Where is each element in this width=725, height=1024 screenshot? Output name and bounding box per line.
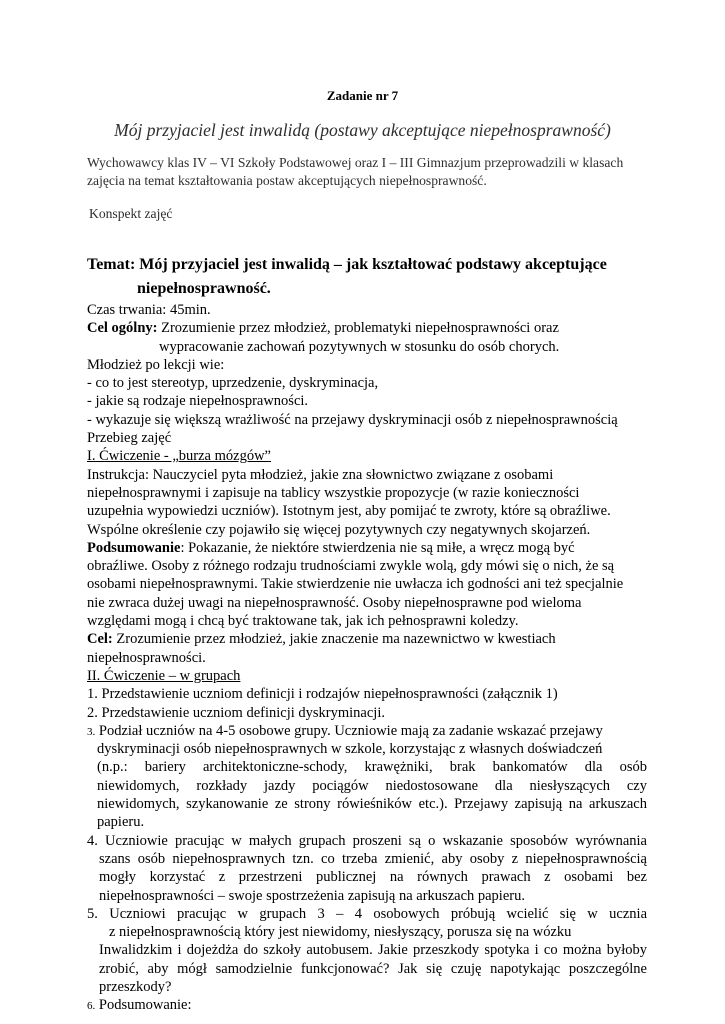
podsumowanie-label: Podsumowanie <box>87 539 181 556</box>
temat-text-1: Mój przyjaciel jest inwalidą – jak kształtować podstawy akceptujące <box>135 256 607 273</box>
podsumowanie-line: obraźliwe. Osoby z różnego rodzaju trudnościami zwykle wolą, gdy mówi się o nich, że są <box>87 558 615 575</box>
temat-label: Temat: <box>87 256 136 273</box>
podsumowanie-line: osobami niepełnosprawnymi. Takie stwierdzenie nie uwłacza ich godności ani też specjalnie <box>87 576 624 593</box>
cw1-cel-text-1: Zrozumienie przez młodzież, jakie znaczenie ma nazewnictwo w kwestiach <box>112 631 556 648</box>
cw1-cel-label: Cel: <box>87 631 113 648</box>
cw1-cel-line-1 <box>87 630 647 648</box>
intro-line-1: Wychowawcy klas IV – VI Szkoły Podstawowej oraz I – III Gimnazjum przeprowadzili w klasach <box>87 155 624 170</box>
outcome-item: - wykazuje się większą wrażliwość na przejawy dyskryminacji osób z niepełnosprawnością <box>87 411 618 428</box>
podsumowanie-line: względami mogą i chcą być traktowane tak, jak ich pełnosprawni koledzy. <box>87 613 519 630</box>
list-item-6 <box>87 996 647 1014</box>
instr-line: Instrukcja: Nauczyciel pyta młodzież, jakie zna słownictwo związane z osobami <box>87 466 554 483</box>
list-item-3-line: (n.p.: bariery architektoniczne-schody, krawężniki, brak bankomatów dla osób <box>97 759 647 776</box>
outcome-item: - jakie są rodzaje niepełnosprawności. <box>87 393 309 410</box>
temat-line-2: niepełnosprawność. <box>137 280 271 297</box>
list-item-5-line: Inwalidzkim i dojeżdża do szkoły autobusem. Jakie przeszkody spotyka i co można byłoby <box>99 942 647 959</box>
mlodziez-intro: Młodzież po lekcji wie: <box>87 356 225 373</box>
list-item-3-line: niewidomych, rozkłady jazdy pociągów niedostosowane dla niesłyszących czy <box>97 777 647 794</box>
podsumowanie-line: nie zwraca dużej uwagi na niepełnosprawność. Osoby niepełnosprawne pod wieloma <box>87 594 582 611</box>
list-item-4-line: niepełnosprawności – swoje spostrzeżenia zapisują na arkuszach papieru. <box>99 887 525 904</box>
instr-line: niepełnosprawnymi i zapisuje na tablicy wszystkie propozycje (w razie konieczności <box>87 484 580 501</box>
list-item-5-line: z niepełnosprawnością który jest niewidomy, niesłyszący, porusza się na wózku <box>109 924 572 941</box>
cel-line-2: wypracowanie zachowań pozytywnych w stosunku do osób chorych. <box>159 338 560 355</box>
list-item-6-text: Podsumowanie: <box>95 997 192 1014</box>
cel-text-1: Zrozumienie przez młodzież, problematyki niepełnosprawności oraz <box>157 320 559 337</box>
list-item-5: 5. Uczniowi pracując w grupach 3 – 4 osobowych próbują wcielić się w ucznia <box>87 905 647 922</box>
list-item-3-text: Podział uczniów na 4-5 osobowe grupy. Uczniowie mają za zadanie wskazać przejawy <box>95 722 603 739</box>
instr-line: Wspólne określenie czy pojawiło się więcej pozytywnych czy negatywnych skojarzeń. <box>87 521 591 538</box>
przebieg-label: Przebieg zajęć <box>87 430 172 447</box>
list-item-2: 2. Przedstawienie uczniom definicji dyskryminacji. <box>87 704 385 721</box>
list-item-3-line: papieru. <box>97 814 145 831</box>
cel-line-1 <box>87 319 647 337</box>
list-item-3-line: dyskryminacji osób niepełnosprawnych w szkole, korzystając z własnych doświadczeń <box>97 741 603 758</box>
temat-line-1 <box>87 253 647 277</box>
list-item-3 <box>87 722 647 740</box>
list-item-5-line: przeszkody? <box>99 978 172 995</box>
intro-line-2: zajęcia na temat kształtowania postaw akceptujących niepełnosprawność. <box>87 173 487 188</box>
list-item-3-number: 3. <box>87 725 96 738</box>
exercise-1-heading: I. Ćwiczenie - „burza mózgów” <box>87 448 271 465</box>
exercise-2-heading: II. Ćwiczenie – w grupach <box>87 667 241 684</box>
list-item-3-line: niewidomych, szykanowanie ze strony rówieśników etc.). Przejawy zapisują na arkuszach <box>97 796 647 813</box>
document-subtitle: Mój przyjaciel jest inwalidą (postawy akceptujące niepełnosprawność) <box>114 120 611 140</box>
cw1-cel-line-2: niepełnosprawności. <box>87 649 206 666</box>
list-item-1: 1. Przedstawienie uczniom definicji i rodzajów niepełnosprawności (załącznik 1) <box>87 686 558 703</box>
outcome-item: - co to jest stereotyp, uprzedzenie, dyskryminacja, <box>87 375 379 392</box>
list-item-4: 4. Uczniowie pracując w małych grupach proszeni są o wskazanie sposobów wyrównania <box>87 832 647 849</box>
instr-line: uzupełnia wypowiedzi uczniów). Istotnym jest, aby pomijać te zwroty, które są obraźliwe. <box>87 503 611 520</box>
podsumowanie-text-1: : Pokazanie, że niektóre stwierdzenia nie są miłe, a wręcz mogą być <box>180 539 575 556</box>
task-number: Zadanie nr 7 <box>326 88 399 103</box>
list-item-5-line: zrobić, aby mógł samodzielnie funkcjonować? Jak się czuję napotykając poszczególne <box>99 960 647 977</box>
czas-trwania: Czas trwania: 45min. <box>87 302 211 318</box>
list-item-4-line: szans osób niepełnosprawnych tzn. co trzeba zmienić, aby osoby z niepełnosprawnością <box>99 850 647 867</box>
cel-label: Cel ogólny: <box>87 320 158 337</box>
list-item-4-line: mogły korzystać z przestrzeni publicznej na równych prawach z osobami bez <box>99 869 647 886</box>
lesson-plan <box>87 253 647 1015</box>
list-item-6-number: 6. <box>87 1000 96 1013</box>
konspekt-label: Konspekt zajęć <box>89 206 173 221</box>
podsumowanie-line-1 <box>87 539 647 557</box>
